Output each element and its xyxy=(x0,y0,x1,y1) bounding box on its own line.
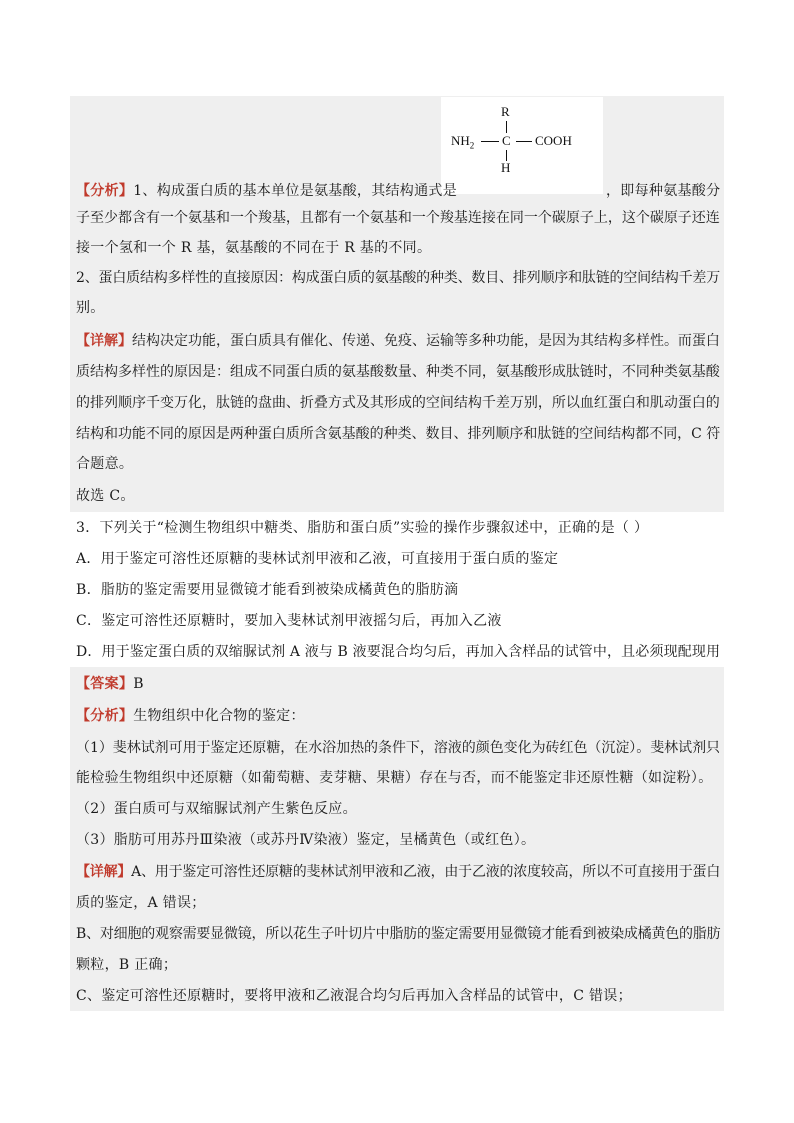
detail-tag: 【详解】 xyxy=(76,864,132,880)
question3-stem: 3．下列关于“检测生物组织中糖类、脂肪和蛋白质”实验的操作步骤叙述中，正确的是（ ） xyxy=(76,520,649,536)
detail1-line4: 结构和功能不同的原因是两种蛋白质所含氨基酸的种类、数目、排列顺序和肽链的空间结构都不同，C 符 xyxy=(76,426,721,442)
detail2-line5: C、鉴定可溶性还原糖时，要将甲液和乙液混合均匀后再加入含样品的试管中，C 错误； xyxy=(76,988,632,1004)
analysis1-line2: 子至少都含有一个氨基和一个羧基，且都有一个氨基和一个羧基连接在同一个碳原子上，这个碳原子还连 xyxy=(76,210,720,226)
option-d: D．用于鉴定蛋白质的双缩脲试剂 A 液与 B 液要混合均匀后，再加入含样品的试管中，且必须现配现用 xyxy=(76,644,721,660)
detail-tag: 【详解】 xyxy=(76,333,133,349)
answer-value: B xyxy=(133,676,144,692)
analysis1-line5: 别。 xyxy=(76,300,105,316)
analysis-tag: 【分析】 xyxy=(76,183,134,199)
analysis2-line4: （2）蛋白质可与双缩脲试剂产生紫色反应。 xyxy=(76,801,357,817)
analysis1-line1-tail: ，即每种氨基酸分 xyxy=(606,183,721,199)
analysis2-line3: 能检验生物组织中还原糖（如葡萄糖、麦芽糖、果糖）存在与否，而不能鉴定非还原性糖（如淀粉）。 xyxy=(76,770,713,786)
option-b: B．脂肪的鉴定需要用显微镜才能看到被染成橘黄色的脂肪滴 xyxy=(76,582,459,598)
answer-line xyxy=(76,674,144,694)
detail1-conclusion: 故选 C。 xyxy=(76,488,135,504)
detail2-line1: 【详解】A、用于鉴定可溶性还原糖的斐林试剂甲液和乙液，由于乙液的浓度较高，所以不可直接用于蛋白 xyxy=(76,864,721,880)
analysis1-line1: 【分析】1、构成蛋白质的基本单位是氨基酸，其结构通式是 xyxy=(76,183,458,199)
formula-r: R xyxy=(501,104,510,119)
detail1-line5: 合题意。 xyxy=(76,456,134,472)
formula-bond-r xyxy=(506,121,507,133)
analysis1-line3: 接一个氢和一个 R 基，氨基酸的不同在于 R 基的不同。 xyxy=(76,240,432,256)
formula-bond-left xyxy=(481,141,499,142)
amino-acid-formula xyxy=(441,97,603,194)
analysis2-line5: （3）脂肪可用苏丹Ⅲ染液（或苏丹Ⅳ染液）鉴定，呈橘黄色（或红色）。 xyxy=(76,832,536,848)
detail2-line2: 质的鉴定，A 错误； xyxy=(76,895,206,911)
option-a: A．用于鉴定可溶性还原糖的斐林试剂甲液和乙液，可直接用于蛋白质的鉴定 xyxy=(76,551,559,567)
formula-c: C xyxy=(502,133,511,148)
analysis1-line4: 2、蛋白质结构多样性的直接原因：构成蛋白质的氨基酸的种类、数目、排列顺序和肽链的空间结构千差万 xyxy=(76,270,721,286)
formula-cooh: COOH xyxy=(535,133,572,148)
formula-bond-right xyxy=(516,141,532,142)
analysis2-line1: 【分析】生物组织中化合物的鉴定： xyxy=(76,708,305,724)
formula-nh2: $NH_2$ xyxy=(451,133,475,151)
formula-h: H xyxy=(501,160,511,175)
analysis-detail-block-bg xyxy=(70,96,724,512)
detail1-line2: 质结构多样性的原因是：组成不同蛋白质的氨基酸数量、种类不同，氨基酸形成肽链时，不同种类氨基酸 xyxy=(76,364,720,380)
detail1-line1: 【详解】结构决定功能，蛋白质具有催化、传递、免疫、运输等多种功能，是因为其结构多样性。而蛋白 xyxy=(76,333,720,349)
detail2-line4: 颗粒，B 正确； xyxy=(76,957,178,973)
detail1-line3: 的排列顺序千变万化，肽链的盘曲、折叠方式及其形成的空间结构千差万别，所以血红蛋白和肌动蛋白的 xyxy=(76,395,720,411)
analysis-tag: 【分析】 xyxy=(76,708,134,724)
answer-tag: 【答案】 xyxy=(76,676,134,692)
detail2-line3: B、对细胞的观察需要显微镜，所以花生子叶切片中脂肪的鉴定需要用显微镜才能看到被染成橘黄色的脂肪 xyxy=(76,926,721,942)
option-c: C．鉴定可溶性还原糖时，要加入斐林试剂甲液摇匀后，再加入乙液 xyxy=(76,613,502,629)
analysis2-line2: （1）斐林试剂可用于鉴定还原糖，在水浴加热的条件下，溶液的颜色变化为砖红色（沉淀）。斐林试剂只 xyxy=(76,740,721,756)
